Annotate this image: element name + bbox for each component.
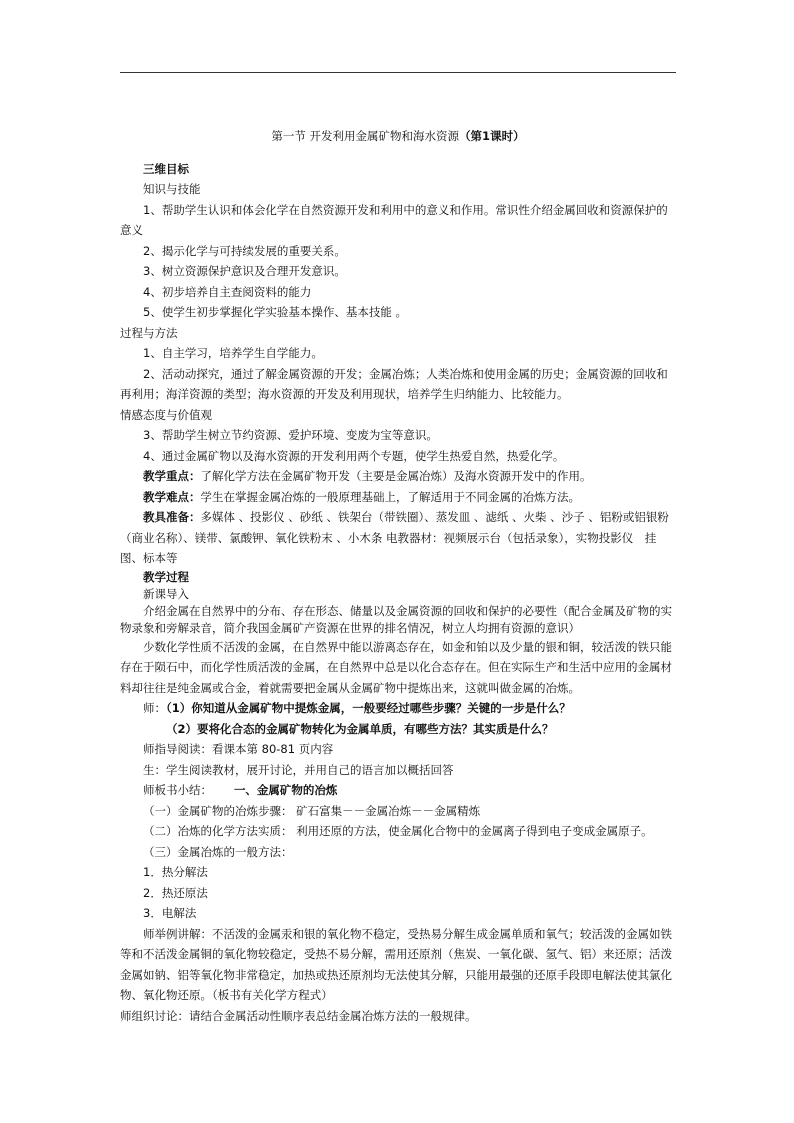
student-activity: 生：学生阅读教材，展开讨论，并用自己的语言加以概括回答 xyxy=(143,762,454,777)
step-1: （一）金属矿物的冶炼步骤： 矿石富集－－金属冶炼－－金属精炼 xyxy=(143,803,481,818)
method-item: 3．电解法 xyxy=(143,906,197,920)
knowledge-item: 5、使学生初步掌握化学实验基本操作、基本技能 。 xyxy=(143,305,407,319)
process-heading: 过程与方法 xyxy=(120,325,178,340)
intro-paragraph-2: 少数化学性质不活泼的金属，在自然界中能以游离态存在，如金和铂以及少量的银和铜，较活泼的铁只能存在于陨石中，而化学性质活泼的金属，在自然界中总是以化合态存在。但在实际生产和生活中应用的金属材料却往往是纯金属或合金，着就需要把金属从金属矿物中提炼出来，这就叫做金属的冶炼。 xyxy=(120,639,672,695)
tools-text: 多媒体 、投影仪 、砂纸 、铁架台（带铁圈）、蒸发皿 、滤纸 、火柴 、沙子 、铝粉或铝银粉（商业名称）、镁带、氯酸钾、氧化铁粉末 、小木条 电教器材：视频展示台（包括录象），实物投影仪 挂图、标本等 xyxy=(120,510,669,565)
knowledge-item: 2、揭示化学与可持续发展的重要关系。 xyxy=(143,243,346,258)
teaching-tools xyxy=(120,507,676,569)
process-item: 2、活动动探究，通过了解金属资源的开发；金属冶炼；人类冶炼和使用金属的历史；金属资源的回收和再利用；海洋资源的类型；海水资源的开发及利用现状，培养学生归纳能力、比较能力。 xyxy=(120,366,668,401)
title-main: 第一节 开发利用金属矿物和海水资源 xyxy=(271,129,460,143)
intro-heading: 新课导入 xyxy=(143,586,189,601)
summary-heading: 一、金属矿物的冶炼 xyxy=(233,783,338,797)
emotion-item: 3、帮助学生树立节约资源、爱护环境、变废为宝等意识。 xyxy=(143,428,438,442)
document-body xyxy=(120,126,676,1026)
teacher-question-1 xyxy=(120,698,676,719)
knowledge-item: 1、帮助学生认识和体会化学在自然资源开发和利用中的意义和作用。常识性介绍金属回收和资源保护的意义 xyxy=(120,202,668,237)
method-item: 2．热还原法 xyxy=(143,885,208,900)
method-item: 1．热分解法 xyxy=(143,865,208,879)
example-explanation xyxy=(120,924,676,1006)
page-title xyxy=(120,126,676,147)
teacher-label: 师： xyxy=(143,701,166,715)
difficult-label: 教学难点： xyxy=(143,489,201,504)
guide-reading: 师指导阅读：看课本第 80-81 页内容 xyxy=(143,742,334,756)
knowledge-heading: 知识与技能 xyxy=(143,182,201,196)
emotion-item: 4、通过金属矿物以及海水资源的开发利用两个专题，使学生热爱自然，热爱化学。 xyxy=(143,448,565,463)
teacher-question-2: （2）要将化合态的金属矿物转化为金属单质，有哪些方法？其实质是什么？ xyxy=(166,721,554,736)
summary-label: 师板书小结： xyxy=(143,783,212,797)
step-2: （二）冶炼的化学方法实质： 利用还原的方法，使金属化合物中的金属离子得到电子变成金属原子。 xyxy=(143,824,653,838)
key-text: 了解化学方法在金属矿物开发（主要是金属冶炼）及海水资源开发中的作用。 xyxy=(200,469,592,483)
difficult-point xyxy=(120,487,676,508)
key-label: 教学重点： xyxy=(143,469,201,483)
question-1-text: （1）你知道从金属矿物中提炼金属，一般要经过哪些步骤？关键的一步是什么？ xyxy=(166,701,571,715)
intro-paragraph: 介绍金属在自然界中的分布、存在形态、储量以及金属资源的回收和保护的必要性（配合金属及矿物的实物录象和旁解录音，简介我国金属矿产资源在世界的排名情况，树立人均拥有资源的意识） xyxy=(120,603,672,635)
discussion: 师组织讨论：请结合金属活动性顺序表总结金属冶炼方法的一般规律。 xyxy=(120,1008,477,1023)
header-rule xyxy=(120,72,676,73)
section-goals-heading: 三维目标 xyxy=(143,161,189,176)
difficult-text: 学生在掌握金属冶炼的一般原理基础上，了解适用于不同金属的冶炼方法。 xyxy=(200,489,580,504)
tools-label: 教具准备： xyxy=(143,510,201,524)
step-3: （三）金属冶炼的一般方法： xyxy=(143,844,293,859)
example-label: 师举例讲解： xyxy=(143,926,212,941)
board-summary xyxy=(120,780,676,801)
teaching-process-heading: 教学过程 xyxy=(143,569,189,584)
example-text: 不活泼的金属汞和银的氧化物不稳定，受热易分解生成金属单质和氧气；较活泼的金属如铁等和不活泼金属铜的氧化物较稳定，受热不易分解，需用还原剂（焦炭、一氧化碳、氢气、铝）来还原；活泼金属如钠、铝等氧化物非常稳定，加热或热还原剂均无法使其分解，只能用最强的还原手段即电解法使其氯化物、氧化物还原。（板书有关化学方程式） xyxy=(120,926,672,1002)
key-point xyxy=(120,466,676,487)
knowledge-item: 4、初步培养自主查阅资料的能力 xyxy=(143,284,312,299)
title-suffix: （第1课时） xyxy=(459,129,525,143)
process-item: 1、自主学习，培养学生自学能力。 xyxy=(143,346,323,360)
emotion-heading: 情感态度与价值观 xyxy=(120,407,212,422)
knowledge-item: 3、树立资源保护意识及合理开发意识。 xyxy=(143,264,346,278)
